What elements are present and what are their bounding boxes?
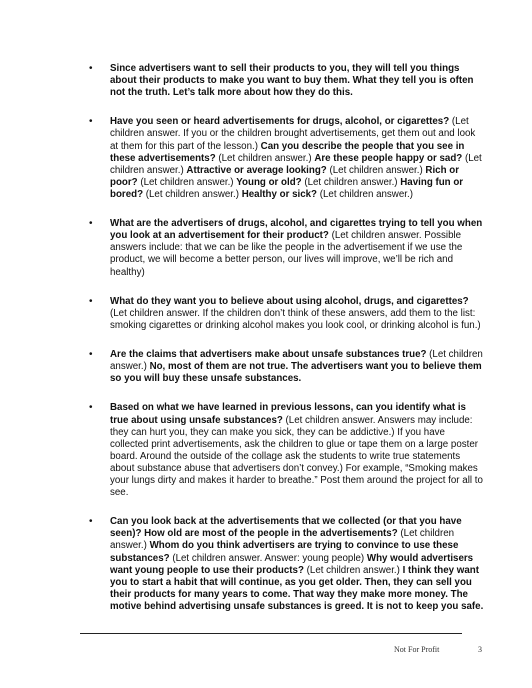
bold-text: Why would advertisers want young people to use their products?: [110, 552, 474, 576]
bullet-item: [84, 349, 484, 385]
bold-text: Young or old?: [236, 176, 302, 188]
body-text: (Let children answer. If you or the children brought advertisements, get them out and look at them for this part of the lesson.): [110, 116, 476, 152]
bullet-marker: •: [89, 349, 93, 361]
body-text: (Let children answer.): [303, 564, 403, 576]
body-text: (Let children answer.): [110, 528, 455, 552]
bold-text: No, most of them are not true. The advertisers want you to believe them so you will buy these unsafe substances.: [110, 361, 482, 385]
bold-text: Are these people happy or sad?: [314, 152, 463, 164]
body-text: (Let children answer.): [110, 349, 483, 373]
bold-text: Whom do you think advertisers are trying to convince to use these substances?: [110, 540, 459, 564]
body-text: (Let children answer. If the children don’t think of these answers, add them to the list: smoking cigarettes or drinking alcohol makes you look cool, or drinking alcohol is fun.): [110, 307, 481, 331]
body-text: (Let children answer.): [137, 176, 237, 188]
bold-text: Having fun or bored?: [110, 176, 464, 200]
bold-text: Are the claims that advertisers make about unsafe substances true?: [110, 349, 427, 361]
bold-text: Based on what we have learned in previous lessons, can you identify what is true about using unsafe substances?: [110, 402, 466, 426]
bullet-marker: •: [89, 516, 93, 528]
body-text: (Let children answer. Answers may include: they can hurt you, they can make you sick, they can be addictive.) If you have collected print advertisements, ask the children to glue or tape them on a large poster board. Around the outside of the collage ask the students to write true statements about substance abuse that advertisers don’t convey.) For example, “Smoking makes your lungs dirty and makes it harder to breathe.” Post them around the project for all to see.: [110, 414, 483, 499]
bold-text: Can you describe the people that you see in these advertisements?: [110, 140, 465, 164]
body-text: (Let children answer. Answer: young people): [169, 552, 367, 564]
bold-text: Since advertisers want to sell their products to you, they will tell you things about their products to make you want to buy them. What they tell you is often not the truth. Let’s talk more about how they do this.: [110, 63, 474, 99]
bullet-marker: •: [89, 218, 93, 230]
bullet-item: [84, 516, 484, 613]
bold-text: What do they want you to believe about using alcohol, drugs, and cigarettes?: [110, 295, 469, 307]
bold-text: I think they want you to start a habit that will continue, as you get older. Then, they can sell you their products for many years to come. That way they make more money. The motive behind advertising unsafe substances is greed. It is not to keep you safe.: [110, 564, 484, 612]
footer-divider: [80, 633, 462, 634]
bullet-item: [84, 116, 484, 201]
bold-text: Rich or poor?: [110, 164, 459, 188]
page-number: 3: [478, 645, 482, 654]
bullet-marker: •: [89, 63, 93, 74]
body-text: (Let children answer.): [317, 188, 413, 200]
body-text: (Let children answer.): [143, 188, 242, 200]
bold-text: Have you seen or heard advertisements for drugs, alcohol, or cigarettes?: [110, 116, 450, 128]
bullet-item: [84, 296, 484, 332]
bold-text: Healthy or sick?: [241, 188, 318, 200]
body-text: (Let children answer.): [215, 152, 315, 164]
body-text: (Let children answer.): [301, 176, 401, 188]
body-text: (Let children answer. Possible answers include: that we can be like the people in the advertisement if we use the product, we will become a better person, our lives will improve, we’ll be rich and healthy): [110, 230, 463, 278]
body-text: (Let children answer.): [326, 164, 426, 176]
bullet-marker: •: [89, 402, 93, 414]
footer-label: Not For Profit: [394, 645, 440, 654]
bullet-marker: •: [89, 295, 93, 307]
bullet-list: [84, 63, 484, 630]
bold-text: What are the advertisers of drugs, alcohol, and cigarettes trying to tell you when you look at an advertisement for their product?: [110, 218, 483, 242]
body-text: (Let children answer.): [110, 152, 482, 176]
bold-text: Attractive or average looking?: [186, 164, 327, 176]
bullet-item: [84, 218, 484, 278]
bullet-item: [84, 402, 484, 499]
bullet-marker: •: [89, 116, 93, 128]
bullet-item: [84, 63, 484, 99]
bold-text: Can you look back at the advertisements that we collected (or that you have seen)? How old are most of the people in the advertisements?: [110, 516, 462, 540]
